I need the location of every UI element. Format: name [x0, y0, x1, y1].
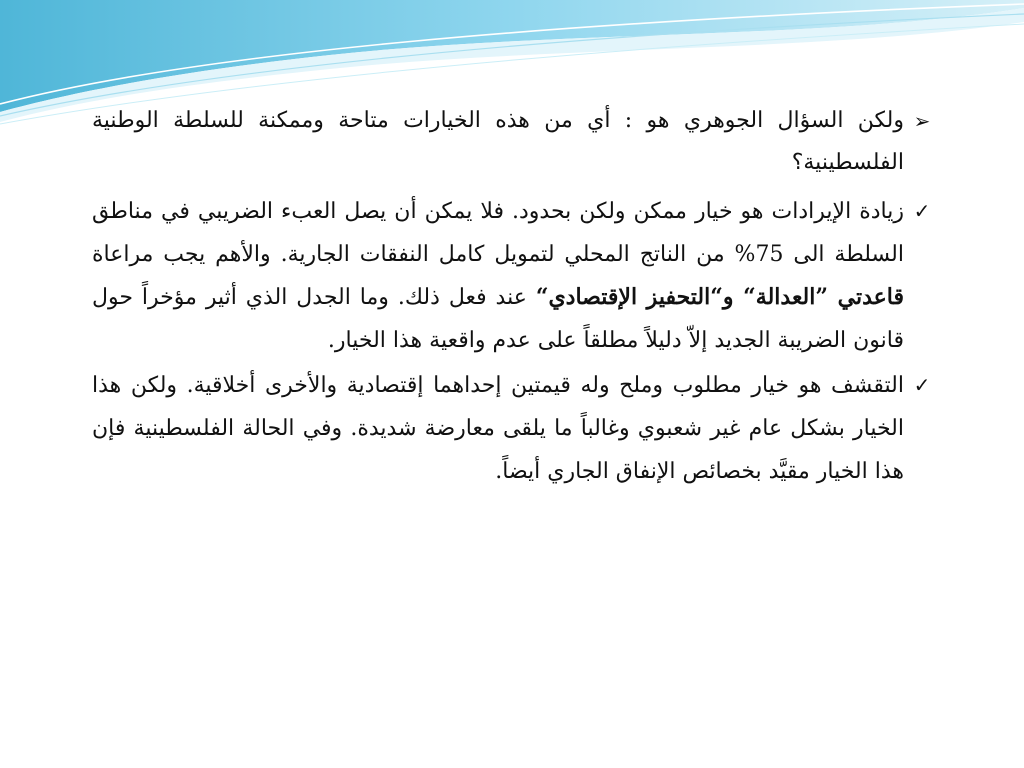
- list-item-revenue: [92, 190, 934, 362]
- wave-band-main: [0, 0, 1024, 112]
- list-item-austerity: [92, 364, 934, 493]
- question-item: [92, 100, 934, 184]
- slide-content: [92, 100, 934, 495]
- austerity-text: التقشف هو خيار مطلوب وملح وله قيمتين إحداهما إقتصادية والأخرى أخلاقية. ولكن هذا الخيار بشكل عام غير شعبوي وغالباً ما يلقى معارضة شديدة. وفي الحالة الفلسطينية فإن هذا الخيار مقيَّد بخصائص الإنفاق الجاري أيضاً.: [92, 373, 904, 484]
- arrowhead-bullet-icon: ➢: [913, 109, 931, 133]
- question-text: ولكن السؤال الجوهري هو : أي من هذه الخيارات متاحة وممكنة للسلطة الوطنية الفلسطينية؟: [92, 108, 904, 175]
- revenue-text-part1: زيادة الإيرادات هو خيار ممكن ولكن بحدود. فلا يمكن أن يصل العبء الضريبي في مناطق السلطة الى 75% من الناتج المحلي لتمويل كامل النفقات الجارية. والأهم يجب مراعاة: [92, 199, 904, 267]
- checkmark-bullet-icon: ✓: [913, 373, 931, 397]
- revenue-text-bold: قاعدتي ”العدالة“ و“التحفيز الإقتصادي“: [535, 284, 904, 310]
- checkmark-bullet-icon: ✓: [913, 199, 931, 223]
- revenue-text-part2: عند فعل ذلك. وما الجدل الذي أثير مؤخراً حول قانون الضريبة الجديد إلاّ دليلاً مطلقاً على عدم واقعية هذا الخيار.: [92, 285, 904, 353]
